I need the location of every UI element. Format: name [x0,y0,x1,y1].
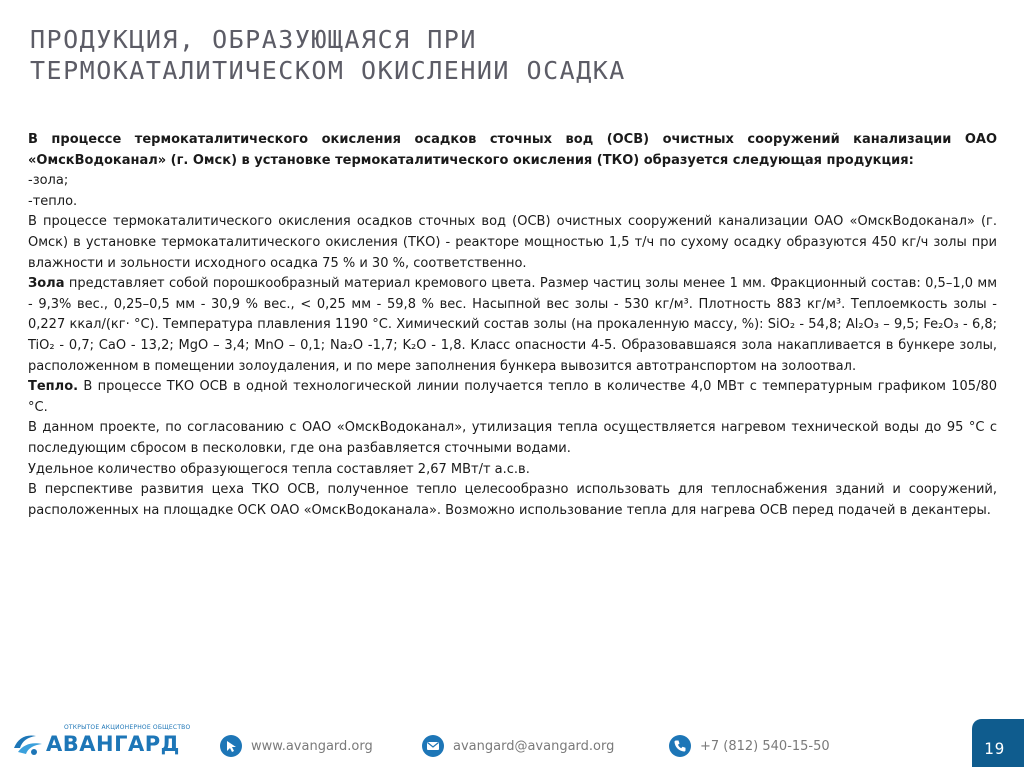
project-paragraph: В данном проекте, по согласованию с ОАО «ОмскВодоканал», утилизация тепла осуществляется нагревом технической воды до 95 °С с последующим сбросом в песколовки, где она разбавляется сточными водами. [28,420,997,456]
specific-heat-paragraph: Удельное количество образующегося тепла составляет 2,67 МВт/т а.с.в. [28,461,530,477]
heat-description: В процессе ТКО ОСВ в одной технологической линии получается тепло в количестве 4,0 МВт с температурным графиком 105/80 °С. [28,379,997,415]
ash-label: Зола [28,276,65,292]
ash-description: представляет собой порошкообразный материал кремового цвета. Размер частиц золы менее 1 мм. Фракционный состав: 0,5–1,0 мм - 9,3% вес., 0,25–0,5 мм - 30,9 % вес., < 0,25 мм - 59,8 % вес. Насыпной вес золы - 530 кг/м³. Плотность 883 кг/м³. Теплоемкость золы - 0,227 ккал/(кг· °С). Температура плавления 1190 °С. Химический состав золы (на прокаленную массу, %): SiO₂ - 54,8; Al₂O₃ – 9,5; Fe₂O₃ - 6,8; TiO₂ - 0,7; CaO - 13,2; MgO – 3,4; MnO – 0,1; Na₂O -1,7; K₂O - 1,8. Класс опасности 4-5. Образовавшаяся зола накапливается в бункере золы, расположенном в помещении золоудаления, и по мере заполнения бункера вывозится автотранспортом на золоотвал. [28,276,997,374]
page-number: 19 [984,739,1006,758]
email-link[interactable]: avangard@avangard.org [453,738,615,754]
future-paragraph: В перспективе развития цеха ТКО ОСВ, полученное тепло целесообразно использовать для теплоснабжения зданий и сооружений, расположенных на площадке ОСК ОАО «ОмскВодоканала». Возможно использование тепла для нагрева ОСВ перед подачей в декантеры. [28,482,997,518]
heat-label: Тепло. [28,379,79,395]
wave-logo-icon [12,730,44,758]
cursor-click-icon [220,735,242,757]
phone-number[interactable]: +7 (812) 540-15-50 [700,738,830,754]
website-contact[interactable] [220,734,373,758]
ash-paragraph [28,274,997,377]
list-item-heat: -тепло. [28,193,78,209]
heat-paragraph [28,377,997,418]
intro-paragraph: В процессе термокаталитического окисления осадков сточных вод (ОСВ) очистных сооружений канализации ОАО «ОмскВодоканал» (г. Омск) в установке термокаталитического окисления (ТКО) образуется следующая продукция: [28,132,997,168]
company-logo [12,724,191,760]
page-number-badge [966,719,1024,767]
logo-subtitle: ОТКРЫТОЕ АКЦИОНЕРНОЕ ОБЩЕСТВО [64,724,191,731]
footer [0,708,1024,767]
slide-title-line-2: ТЕРМОКАТАЛИТИЧЕСКОМ ОКИСЛЕНИИ ОСАДКА [30,56,626,85]
logo-name: АВАНГАРД [46,732,180,756]
slide-title-line-1: ПРОДУКЦИЯ, ОБРАЗУЮЩАЯСЯ ПРИ [30,25,477,54]
phone-contact[interactable] [669,734,830,758]
list-item-ash: -зола; [28,173,69,189]
slide-body [28,130,997,521]
slide-title [30,24,930,86]
envelope-icon [422,735,444,757]
phone-icon [669,735,691,757]
reactor-paragraph: В процессе термокаталитического окисления осадков сточных вод (ОСВ) очистных сооружений канализации ОАО «ОмскВодоканал» (г. Омск) в установке термокаталитического окисления (ТКО) - реакторе мощностью 1,5 т/ч по сухому осадку образуются 450 кг/ч золы при влажности и зольности исходного осадка 75 % и 30 %, соответственно. [28,214,997,271]
website-link[interactable]: www.avangard.org [251,738,373,754]
email-contact[interactable] [422,734,614,758]
